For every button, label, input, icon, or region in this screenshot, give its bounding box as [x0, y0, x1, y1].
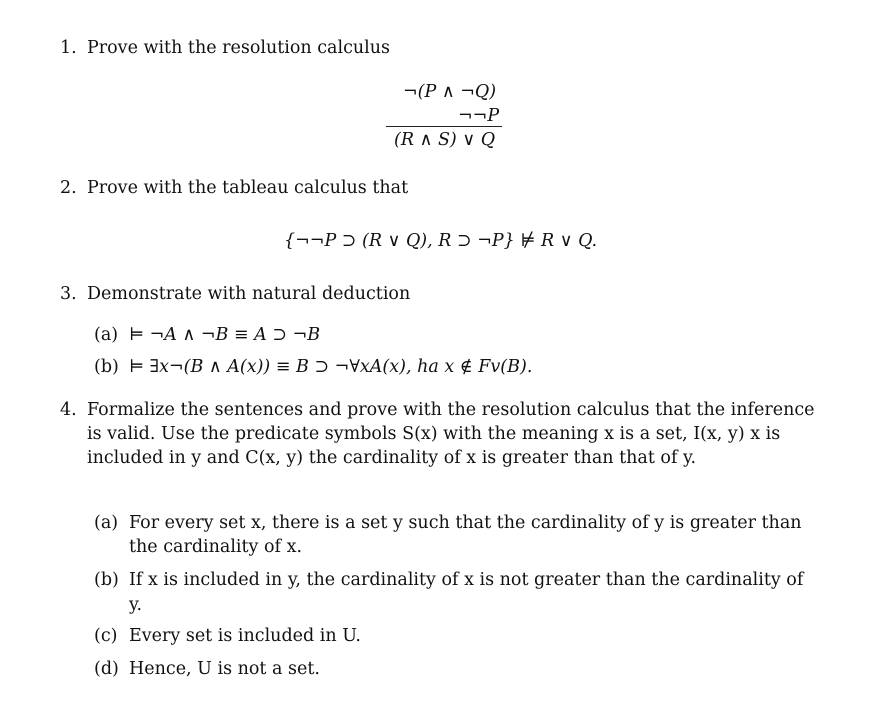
problem-4b-label: (b) [94, 570, 119, 590]
problem-4a-label: (a) [94, 513, 119, 533]
conclusion: (R ∧ S) ∨ Q [394, 130, 496, 150]
problem-4-line-1: Formalize the sentences and prove with the resolution calculus that the inference [87, 400, 815, 420]
problem-1-number: 1. [60, 38, 77, 58]
problem-4-line-2: is valid. Use the predicate symbols S(x) with the meaning x is a set, I(x, y) x is [87, 424, 781, 444]
problem-2-number: 2. [60, 178, 77, 198]
problem-4d-line-1: Hence, U is not a set. [129, 659, 320, 679]
tableau-formula: {¬¬P ⊃ (R ∨ Q), R ⊃ ¬P} ⊭ R ∨ Q. [284, 231, 598, 251]
problem-3-text: Demonstrate with natural deduction [87, 284, 411, 304]
problem-4-number: 4. [60, 400, 77, 420]
premise-2: ¬¬P [458, 106, 500, 126]
problem-3-number: 3. [60, 284, 77, 304]
problem-3b-label: (b) [94, 357, 119, 377]
premise-1: ¬(P ∧ ¬Q) [403, 82, 497, 102]
problem-4d-label: (d) [94, 659, 119, 679]
problem-4-line-3: included in y and C(x, y) the cardinality of x is greater than that of y. [87, 448, 697, 468]
problem-3a-formula: ⊨ ¬A ∧ ¬B ≡ A ⊃ ¬B [129, 325, 321, 345]
problem-4b-line-2: y. [129, 595, 143, 615]
problem-1-text: Prove with the resolution calculus [87, 38, 391, 58]
problem-3a-label: (a) [94, 325, 119, 345]
problem-4c-line-1: Every set is included in U. [129, 626, 361, 646]
inference-line [386, 126, 502, 127]
problem-4b-line-1: If x is included in y, the cardinality of x is not greater than the cardinality of [129, 570, 804, 590]
problem-3b-formula: ⊨ ∃x¬(B ∧ A(x)) ≡ B ⊃ ¬∀xA(x), ha x ∉ Fv(B). [129, 357, 533, 377]
problem-4a-line-2: the cardinality of x. [129, 537, 303, 557]
problem-4c-label: (c) [94, 626, 118, 646]
problem-2-text: Prove with the tableau calculus that [87, 178, 409, 198]
problem-4a-line-1: For every set x, there is a set y such that the cardinality of y is greater than [129, 513, 802, 533]
